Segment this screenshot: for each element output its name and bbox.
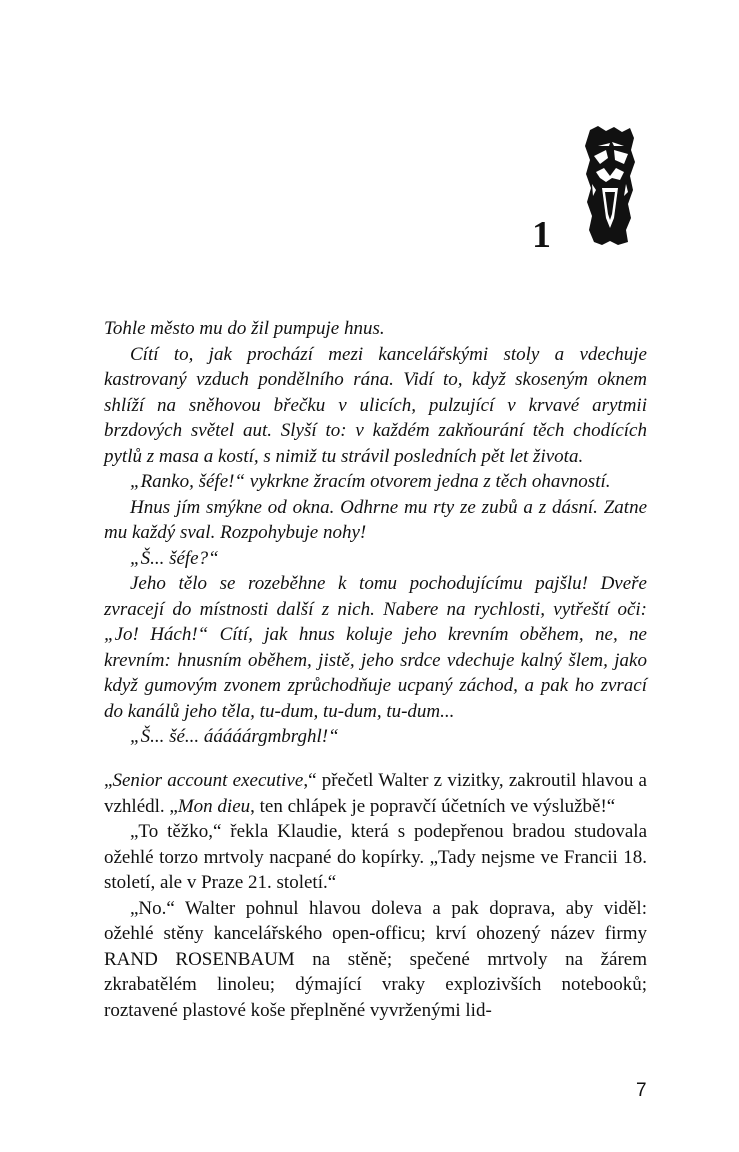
italic-run: Senior account executive <box>112 770 304 791</box>
text-run: „ <box>104 770 113 791</box>
italic-run: Mon dieu <box>177 795 251 817</box>
text-run: ,“ přečetl Walter z vizitky, zakroutil hlavou a vzhlédl. „ <box>104 770 647 817</box>
screaming-face-icon <box>584 126 636 246</box>
paragraph: Hnus jím smýkne od okna. Odhrne mu rty ze zubů a z dásní. Zatne mu každý sval. Rozpohybuje nohy! <box>104 496 647 543</box>
chapter-number: 1 <box>532 214 551 256</box>
paragraph: „Ranko, šéfe!“ vykrkne žracím otvorem jedna z těch ohavností. <box>130 471 611 492</box>
page-number: 7 <box>636 1080 647 1101</box>
paragraph <box>104 768 647 819</box>
main-text <box>104 768 647 1023</box>
italic-prologue <box>104 316 647 750</box>
paragraph: Jeho tělo se rozeběhne k tomu pochodujícímu pajšlu! Dveře zvracejí do místnosti další z nich. Nabere na rychlosti, vytřeští oči: „Jo! Hách!“ Cítí, jak hnus koluje jeho krevním oběhem, ne, ne krevním: hnusním oběhem, jistě, jeho srdce vdechuje kalný šlem, jako když gumovým zvonem zprůchodňuje ucpaný záchod, a pak ho zvrací do kanálů jeho těla, tu-dum, tu-dum, tu-dum... <box>104 573 647 722</box>
paragraph: Cítí to, jak prochází mezi kancelářskými stoly a vdechuje kastrovaný vzduch pondělního rána. Vidí to, když skoseným oknem shlíží na sněhovou břečku v ulicích, pulzující v krvavé arytmii brzdových světel aut. Slyší to: v každém zakňourání těch chodících pytlů z masa a kostí, s nimiž tu strávil posledních pět let života. <box>104 343 647 467</box>
paragraph: „Š... šéfe?“ <box>130 547 219 569</box>
paragraph: „To těžko,“ řekla Klaudie, která s podepřenou bradou studovala ožehlé torzo mrtvoly nacpané do kopírky. „Tady nejsme ve Francii 18. století, ale v Praze 21. století.“ <box>104 821 647 893</box>
text-run: , ten chlápek je popravčí účetních ve výslužbě!“ <box>250 795 616 817</box>
paragraph: Tohle město mu do žil pumpuje hnus. <box>104 318 385 339</box>
paragraph: „Š... šé... ááááárgmbrghl!“ <box>130 726 339 747</box>
paragraph: „No.“ Walter pohnul hlavou doleva a pak doprava, aby viděl: ožehlé stěny kancelářského open-officu; krví ohozený název firmy RAND ROSENBAUM na stěně; spečené mrtvoly na žárem zkrabatělém linoleu; dýmající vraky explozivších notebooků; roztavené plastové koše přeplněné vyvrženými lid- <box>104 897 647 1021</box>
